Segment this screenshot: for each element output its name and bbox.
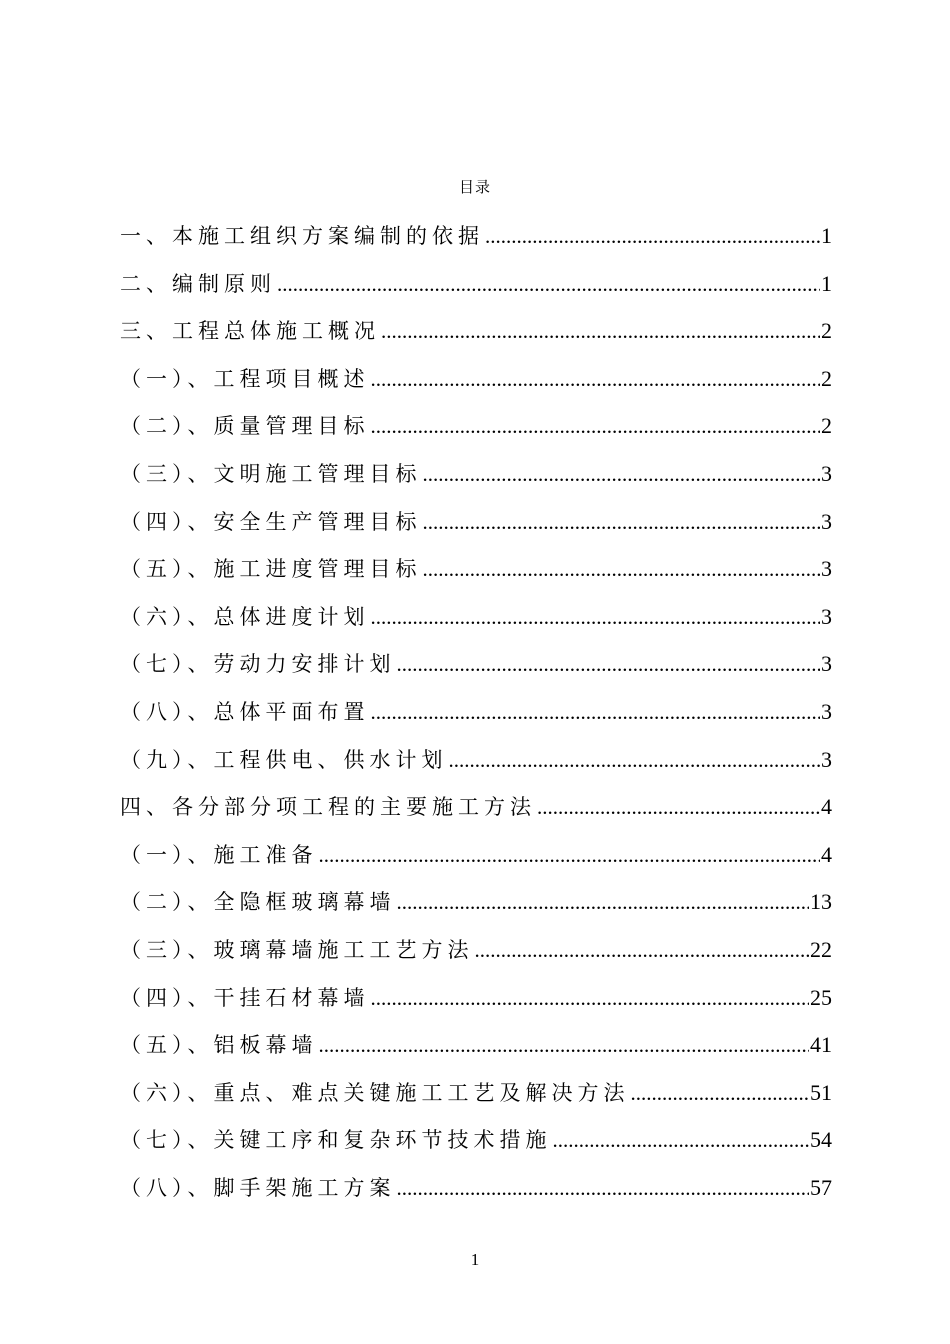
toc-entry[interactable] (120, 260, 832, 308)
toc-leader-dots (475, 927, 810, 975)
toc-entry-page: 3 (821, 556, 832, 582)
toc-entry-page: 3 (821, 698, 832, 724)
toc-leader-dots (381, 308, 820, 356)
toc-leader-dots (371, 975, 810, 1023)
toc-leader-dots (397, 879, 810, 927)
toc-leader-dots (423, 546, 821, 594)
toc-entry-label: 二、编制原则 (120, 271, 276, 296)
toc-entry[interactable] (120, 593, 832, 641)
toc-entry-label: 三、工程总体施工概况 (120, 319, 380, 344)
toc-entry-page: 4 (821, 794, 832, 820)
toc-entry-label: （四）、干挂石材幕墙 (120, 985, 370, 1010)
toc-entry-label: （一）、工程项目概述 (120, 366, 370, 391)
toc-entry-label: （一）、施工准备 (120, 842, 318, 867)
toc-leader-dots (371, 689, 821, 737)
toc-leader-dots (319, 1022, 810, 1070)
toc-entry[interactable] (120, 450, 832, 498)
toc-entry-label: （四）、安全生产管理目标 (120, 509, 422, 534)
toc-leader-dots (631, 1070, 810, 1118)
toc-leader-dots (371, 403, 821, 451)
toc-entry-label: 一、本施工组织方案编制的依据 (120, 224, 484, 248)
toc-entry[interactable] (120, 212, 832, 260)
toc-leader-dots (371, 594, 821, 642)
toc-entry-page: 3 (821, 746, 832, 772)
toc-leader-dots (319, 832, 821, 880)
toc-entry[interactable] (120, 831, 832, 879)
toc-entry-page: 22 (810, 936, 832, 962)
toc-entry-label: （九）、工程供电、供水计划 (120, 747, 448, 772)
toc-entry-label: （三）、文明施工管理目标 (120, 461, 422, 486)
toc-entry-page: 54 (810, 1127, 832, 1153)
toc-entry-label: （七）、劳动力安排计划 (120, 652, 396, 677)
toc-entry-label: （三）、玻璃幕墙施工工艺方法 (120, 937, 474, 962)
toc-entry-page: 41 (810, 1032, 832, 1058)
toc-leader-dots (397, 641, 821, 689)
toc-title: 目录 (458, 178, 491, 196)
toc-entry[interactable] (120, 736, 832, 784)
toc-entry-page: 2 (821, 365, 832, 391)
toc-entry-label: （六）、重点、难点关键施工工艺及解决方法 (120, 1080, 630, 1105)
toc-entry-label: （五）、铝板幕墙 (120, 1033, 318, 1058)
toc-entry[interactable] (120, 402, 832, 450)
toc-leader-dots (553, 1117, 810, 1165)
toc-entry-page: 1 (821, 270, 832, 296)
toc-entry-label: （五）、施工进度管理目标 (120, 557, 422, 582)
toc-entry[interactable] (120, 1021, 832, 1069)
toc-list (120, 212, 832, 1211)
toc-entry[interactable] (120, 878, 832, 926)
toc-leader-dots (423, 499, 821, 547)
toc-entry[interactable] (120, 926, 832, 974)
toc-entry-label: （八）、总体平面布置 (120, 699, 370, 724)
toc-entry-page: 2 (821, 318, 832, 344)
toc-leader-dots (537, 784, 820, 832)
toc-entry-label: （六）、总体进度计划 (120, 604, 370, 629)
toc-entry[interactable] (120, 498, 832, 546)
toc-entry-label: 四、各分部分项工程的主要施工方法 (120, 795, 536, 820)
toc-leader-dots (371, 356, 821, 404)
toc-entry-page: 3 (821, 603, 832, 629)
toc-entry-page: 2 (821, 413, 832, 439)
toc-leader-dots (397, 1165, 810, 1213)
toc-leader-dots (449, 737, 821, 785)
toc-entry[interactable] (120, 307, 832, 355)
toc-entry[interactable] (120, 974, 832, 1022)
toc-entry[interactable] (120, 640, 832, 688)
toc-entry-label: （二）、质量管理目标 (120, 414, 370, 439)
toc-entry-label: （七）、关键工序和复杂环节技术措施 (120, 1128, 552, 1153)
toc-entry-page: 13 (810, 889, 832, 915)
toc-entry-page: 3 (821, 651, 832, 677)
toc-entry[interactable] (120, 783, 832, 831)
toc-entry-label: （二）、全隐框玻璃幕墙 (120, 890, 396, 915)
toc-entry-page: 57 (810, 1174, 832, 1200)
toc-entry-page: 51 (810, 1079, 832, 1105)
toc-entry-label: （八）、脚手架施工方案 (120, 1175, 396, 1200)
toc-entry[interactable] (120, 1116, 832, 1164)
page-number: 1 (470, 1250, 480, 1269)
toc-entry-page: 1 (821, 223, 832, 248)
toc-entry-page: 4 (821, 841, 832, 867)
toc-entry[interactable] (120, 545, 832, 593)
toc-entry[interactable] (120, 1069, 832, 1117)
toc-leader-dots (423, 451, 821, 499)
toc-entry[interactable] (120, 688, 832, 736)
toc-entry[interactable] (120, 1164, 832, 1212)
toc-entry[interactable] (120, 355, 832, 403)
toc-entry-page: 3 (821, 460, 832, 486)
toc-leader-dots (277, 261, 820, 309)
toc-entry-page: 25 (810, 984, 832, 1010)
toc-leader-dots (485, 213, 820, 261)
toc-entry-page: 3 (821, 508, 832, 534)
